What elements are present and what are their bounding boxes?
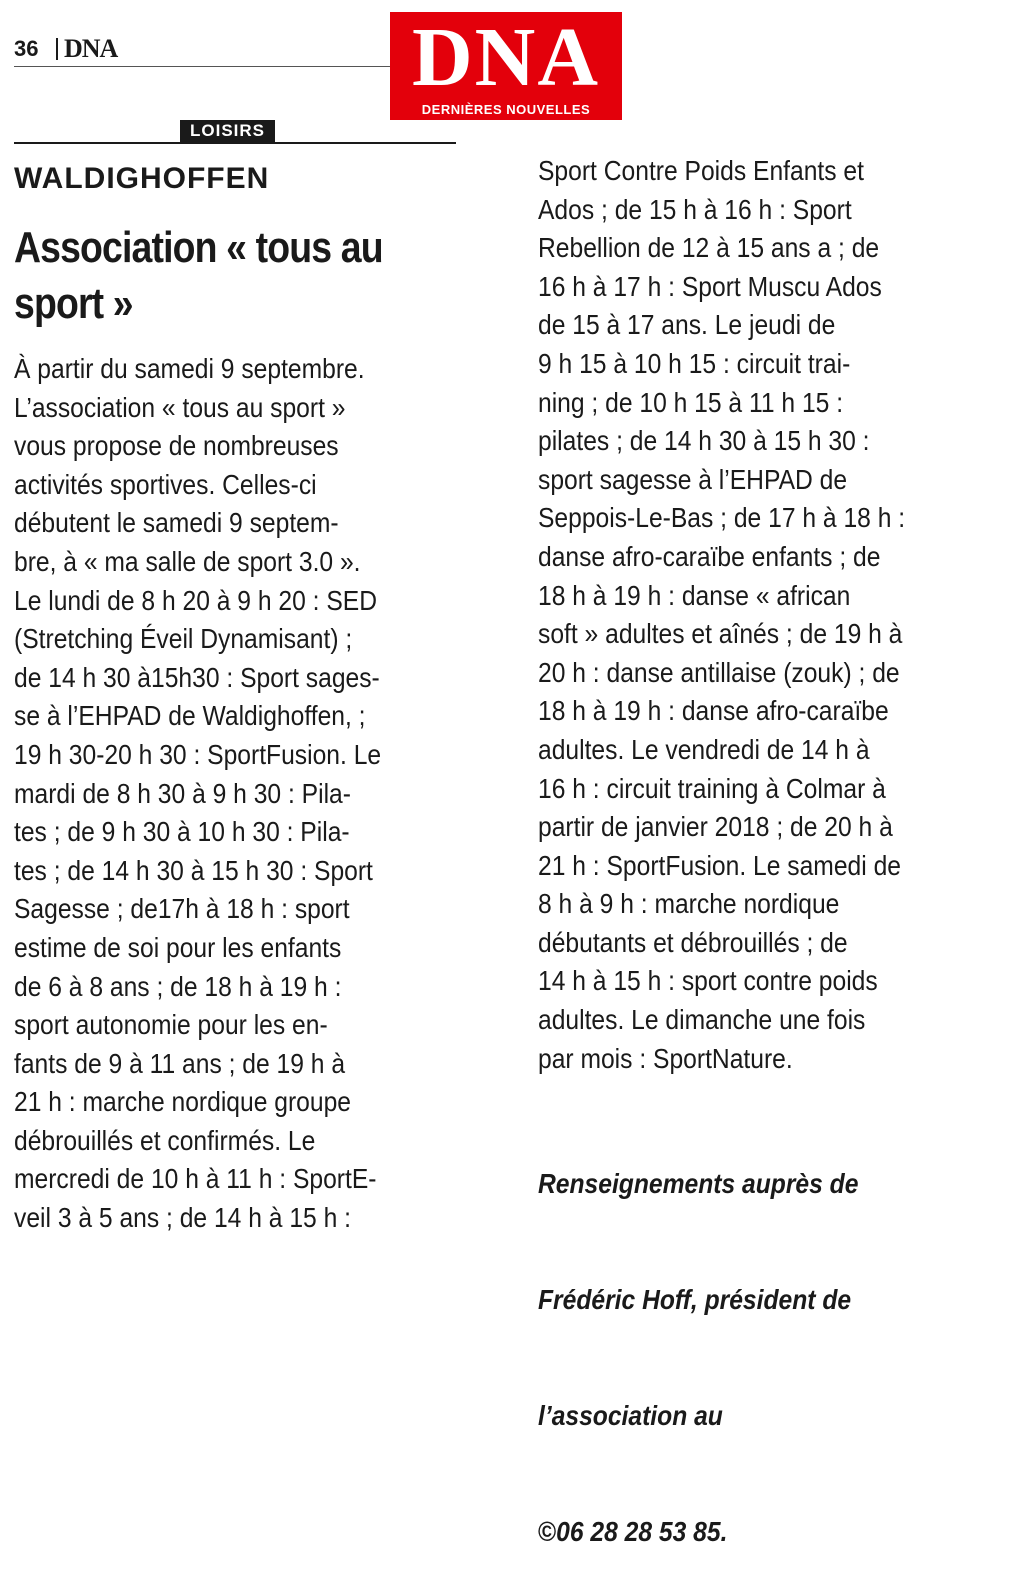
logo-letters: DNA	[412, 11, 600, 104]
article-line: 18 h à 19 h : danse « african	[538, 579, 851, 611]
article-line: sport autonomie pour les en-	[14, 1009, 328, 1041]
contact-phone-number: 06 28 28 53 85.	[556, 1515, 728, 1547]
article-line: fants de 9 à 11 ans ; de 19 h à	[14, 1047, 346, 1079]
article-line: 21 h : marche nordique groupe	[14, 1086, 351, 1118]
article-headline: Association « tous au sport »	[14, 223, 383, 328]
article-line: Ados ; de 15 h à 16 h : Sport	[538, 193, 852, 225]
article-line: soft » adultes et aînés ; de 19 h à	[538, 618, 903, 650]
article-line: Rebellion de 12 à 15 ans a ; de	[538, 232, 880, 264]
contact-line: Frédéric Hoff, président de	[538, 1283, 852, 1315]
contact-line: l’association au	[538, 1399, 723, 1431]
article-line: 16 h à 17 h : Sport Muscu Ados	[538, 270, 882, 302]
rubric-label: LOISIRS	[180, 120, 275, 142]
article-line: de 14 h 30 à15h30 : Sport sages-	[14, 661, 380, 693]
article-line: adultes. Le vendredi de 14 h à	[538, 733, 870, 765]
article-line: tes ; de 14 h 30 à 15 h 30 : Sport	[14, 854, 373, 886]
phone-icon: ©	[538, 1515, 557, 1547]
logo-subtitle: DERNIÈRES NOUVELLES D'ALSACE	[421, 102, 591, 132]
article-line: mardi de 8 h 30 à 9 h 30 : Pila-	[14, 777, 351, 809]
article-line: ning ; de 10 h 15 à 11 h 15 :	[538, 386, 844, 418]
article-line: adultes. Le dimanche une fois	[538, 1004, 866, 1036]
rubric-rule	[14, 142, 456, 144]
article-line: pilates ; de 14 h 30 à 15 h 30 :	[538, 425, 870, 457]
article-line: 18 h à 19 h : danse afro-caraïbe	[538, 695, 889, 727]
header-brand: DNA	[64, 34, 118, 63]
article-line: activités sportives. Celles-ci	[14, 468, 317, 500]
article-line: danse afro-caraïbe enfants ; de	[538, 540, 881, 572]
article-line: tes ; de 9 h 30 à 10 h 30 : Pila-	[14, 816, 350, 848]
article-line: vous propose de nombreuses	[14, 430, 339, 462]
article-line: (Stretching Éveil Dynamisant) ;	[14, 623, 353, 655]
article-body-left-column	[14, 350, 381, 1238]
article-line: Sport Contre Poids Enfants et	[538, 155, 864, 186]
article-line: Seppois-Le-Bas ; de 17 h à 18 h :	[538, 502, 906, 534]
dna-logo	[390, 11, 622, 132]
article-body-right-column	[538, 152, 905, 1078]
article-line: 16 h : circuit training à Colmar à	[538, 772, 886, 804]
article-line: Sagesse ; de17h à 18 h : sport	[14, 893, 350, 925]
article-line: de 15 à 17 ans. Le jeudi de	[538, 309, 836, 341]
article-line: mercredi de 10 h à 11 h : SportE-	[14, 1163, 377, 1195]
article-line: 14 h à 15 h : sport contre poids	[538, 965, 878, 997]
header-separator	[56, 38, 58, 60]
contact-phone-line	[538, 1513, 858, 1552]
header-rule	[14, 66, 390, 67]
article-line: 21 h : SportFusion. Le samedi de	[538, 849, 901, 881]
article-line: 19 h 30-20 h 30 : SportFusion. Le	[14, 738, 382, 770]
article-line: L’association « tous au sport »	[14, 391, 346, 423]
article-line: 20 h : danse antillaise (zouk) ; de	[538, 656, 900, 688]
article-line: bre, à « ma salle de sport 3.0 ».	[14, 545, 361, 577]
article-line: estime de soi pour les enfants	[14, 931, 342, 963]
article-line: sport sagesse à l’EHPAD de	[538, 463, 848, 495]
contact-line: Renseignements auprès de	[538, 1168, 859, 1200]
article-line: débutent le samedi 9 septem-	[14, 507, 339, 539]
article-line: par mois : SportNature.	[538, 1042, 793, 1074]
article-line: partir de janvier 2018 ; de 20 h à	[538, 811, 893, 843]
page-number: 36	[14, 36, 39, 61]
article-line: débrouillés et confirmés. Le	[14, 1124, 316, 1156]
article-line: À partir du samedi 9 septembre.	[14, 353, 365, 384]
article-line: 9 h 15 à 10 h 15 : circuit trai-	[538, 347, 851, 379]
article-line: Le lundi de 8 h 20 à 9 h 20 : SED	[14, 584, 378, 616]
article-line: 8 h à 9 h : marche nordique	[538, 888, 840, 920]
article-line: débutants et débrouillés ; de	[538, 926, 848, 958]
article-line: de 6 à 8 ans ; de 18 h à 19 h :	[14, 970, 342, 1002]
article-line: veil 3 à 5 ans ; de 14 h à 15 h :	[14, 1202, 351, 1234]
contact-block	[538, 1088, 858, 1590]
town-name: WALDIGHOFFEN	[14, 162, 270, 195]
article-line: se à l’EHPAD de Waldighoffen, ;	[14, 700, 366, 732]
